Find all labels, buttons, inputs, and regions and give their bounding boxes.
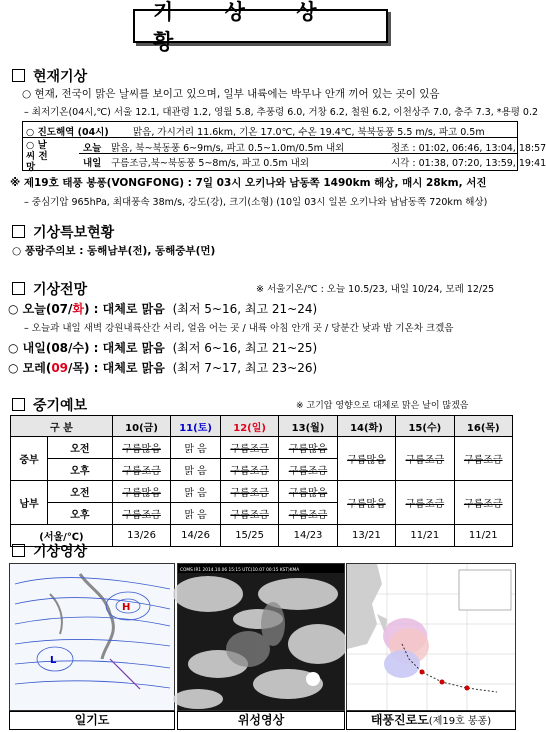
header-cell: 16(목) xyxy=(454,416,512,437)
tomorrow-forecast: ○ 내일(08/수) : 대체로 맑음 (최저 6~16, 최고 21~25) xyxy=(8,341,318,355)
forecast-cell: 구름조금 xyxy=(279,459,337,481)
temp-cell: 11/21 xyxy=(396,525,454,547)
header-cell: 11(토) xyxy=(171,416,221,437)
today-detail: – 오늘과 내일 새벽 강원내륙산간 서리, 얼음 어는 곳 / 내륙 아침 안개 곳 / 당분간 낮과 밤 기온차 크겠음 xyxy=(24,323,454,334)
forecast-cell: 구름조금 xyxy=(454,437,512,481)
forecast-cell: 구름조금 xyxy=(279,503,337,525)
low-pressure-mark: L xyxy=(50,655,57,666)
typhoon-line2: – 중심기압 965hPa, 최대풍속 38m/s, 강도(강), 크기(소형) (10일 03시 일본 오키나와 남남동쪽 720km 해상) xyxy=(24,197,488,208)
tomorrow-label: 내일 xyxy=(83,158,102,169)
temp-cell: 13/26 xyxy=(112,525,170,547)
section-heading: 중기예보 xyxy=(33,398,88,414)
forecast-cell: 구름조금 xyxy=(220,459,278,481)
region-cell: 중부 xyxy=(11,437,48,481)
checkbox-square-icon xyxy=(12,225,25,238)
table-header-row xyxy=(11,416,513,437)
weather-chart-image xyxy=(9,563,175,711)
dayafter-forecast: ○ 모레(09/목) : 대체로 맑음 (최저 7~17, 최고 23~26) xyxy=(8,361,318,375)
header-cell: 13(월) xyxy=(279,416,337,437)
typhoon-track-image xyxy=(346,563,516,711)
period-cell: 오전 xyxy=(48,481,113,503)
today-marine: 맑음, 북~북동풍 6~9m/s, 파고 0.5~1.0m/0.5m 내외 xyxy=(111,143,345,154)
current-summary: ○ 현재, 전국이 맑은 날씨를 보이고 있으며, 일부 내륙에는 박무나 안개 끼어 있는 곳이 있음 xyxy=(22,88,440,100)
temp-cell: 14/26 xyxy=(171,525,221,547)
forecast-cell: 맑 음 xyxy=(171,437,221,459)
section-images xyxy=(12,541,87,561)
high-pressure-mark: H xyxy=(122,602,131,613)
forecast-cell: 구름조금 xyxy=(454,481,512,525)
table-row xyxy=(11,437,513,459)
satellite-header: COMS IR1 2014.10.06 15:15 UTC(10.07 00:15 KST)KMA xyxy=(180,568,300,573)
min-temps: – 최저기온(04시,℃) 서울 12.1, 대관령 1.2, 영월 5.8, 추풍령 6.0, 거창 6.2, 철원 6.2, 이천상주 7.0, 충주 7.3, *용평 0.2 xyxy=(24,107,539,118)
header-cell: 14(화) xyxy=(337,416,395,437)
header-cell: 구 분 xyxy=(11,416,113,437)
section-current-weather xyxy=(12,66,87,86)
section-heading: 기상영상 xyxy=(33,544,88,560)
forecast-cell: 구름조금 xyxy=(112,459,170,481)
period-cell: 오전 xyxy=(48,437,113,459)
jindo-label: ○ 진도해역 (04시) xyxy=(26,127,109,138)
jindo-obs: 맑음, 가시거리 11.6km, 기온 17.0℃, 수온 19.4℃, 북북동풍 5.5 m/s, 파고 0.5m xyxy=(133,127,485,138)
checkbox-square-icon xyxy=(12,544,25,557)
forecast-cell: 구름많음 xyxy=(279,481,337,503)
midterm-table xyxy=(10,415,513,547)
region-cell: 남부 xyxy=(11,481,48,525)
jindo-box xyxy=(22,121,546,173)
forecast-cell: 구름많음 xyxy=(337,437,395,481)
forecast-cell: 구름조금 xyxy=(220,481,278,503)
satellite-graphic xyxy=(178,564,344,710)
tide-tomorrow: 시각 : 01:38, 07:20, 13:59, 19:41 xyxy=(391,158,546,169)
forecast-cell: 구름조금 xyxy=(220,437,278,459)
header-cell: 15(수) xyxy=(396,416,454,437)
checkbox-square-icon xyxy=(12,69,25,82)
table-row xyxy=(11,481,513,503)
forecast-cell: 구름조금 xyxy=(112,503,170,525)
section-outlook xyxy=(12,279,87,299)
forecast-cell: 맑 음 xyxy=(171,481,221,503)
today-label: 오늘 xyxy=(83,143,102,154)
checkbox-square-icon xyxy=(12,282,25,295)
forecast-cell: 구름조금 xyxy=(396,437,454,481)
outlook-label: ○ 날씨 전망 xyxy=(26,140,48,173)
tomorrow-marine: 구름조금,북~북동풍 5~8m/s, 파고 0.5m 내외 xyxy=(111,158,310,169)
forecast-cell: 구름조금 xyxy=(220,503,278,525)
section-heading: 기상전망 xyxy=(33,282,88,298)
period-cell: 오후 xyxy=(48,503,113,525)
tide-today: 정조 : 01:02, 06:46, 13:04, 18:57 xyxy=(391,143,546,154)
typhoon-line1: ※ 제19호 태풍 봉퐁(VONGFONG) : 7일 03시 오키나와 남동쪽 1490km 해상, 매시 28km, 서진 xyxy=(10,177,487,189)
forecast-cell: 맑 음 xyxy=(171,503,221,525)
temp-cell: 15/25 xyxy=(220,525,278,547)
typhoon-track-graphic xyxy=(347,564,515,710)
caption-weather-chart: 일기도 xyxy=(9,711,175,730)
temp-cell: 11/21 xyxy=(454,525,512,547)
today-forecast: ○ 오늘(07/화) : 대체로 맑음 (최저 5~16, 최고 21~24) xyxy=(8,302,318,316)
forecast-cell: 구름많음 xyxy=(112,437,170,459)
checkbox-square-icon xyxy=(12,398,25,411)
section-midterm xyxy=(12,395,87,415)
section-heading: 현재기상 xyxy=(33,69,88,85)
section-warnings xyxy=(12,222,114,242)
forecast-cell: 맑 음 xyxy=(171,459,221,481)
header-cell: 12(일) xyxy=(220,416,278,437)
forecast-cell: 구름조금 xyxy=(396,481,454,525)
forecast-cell: 구름많음 xyxy=(112,481,170,503)
seoul-temp-note: ※ 서울기온/℃ : 오늘 10.5/23, 내일 10/24, 모레 12/25 xyxy=(256,284,495,295)
warning-line: ○ 풍랑주의보 : 동해남부(전), 동해중부(먼) xyxy=(12,245,216,257)
temp-cell: 14/23 xyxy=(279,525,337,547)
temp-cell: 13/21 xyxy=(337,525,395,547)
section-heading: 기상특보현황 xyxy=(33,225,115,241)
caption-typhoon-track: 태풍진로도(제19호 봉퐁) xyxy=(346,711,516,730)
satellite-image xyxy=(177,563,345,711)
temp-label-cell: (서울/℃) xyxy=(11,525,113,547)
caption-satellite: 위성영상 xyxy=(177,711,345,730)
header-cell: 10(금) xyxy=(112,416,170,437)
midterm-note: ※ 고기압 영향으로 대체로 맑은 날이 많겠음 xyxy=(296,401,469,411)
forecast-cell: 구름많음 xyxy=(279,437,337,459)
period-cell: 오후 xyxy=(48,459,113,481)
page-title: 기 상 상 황 xyxy=(133,9,388,43)
weather-chart-graphic xyxy=(10,564,174,710)
forecast-cell: 구름많음 xyxy=(337,481,395,525)
